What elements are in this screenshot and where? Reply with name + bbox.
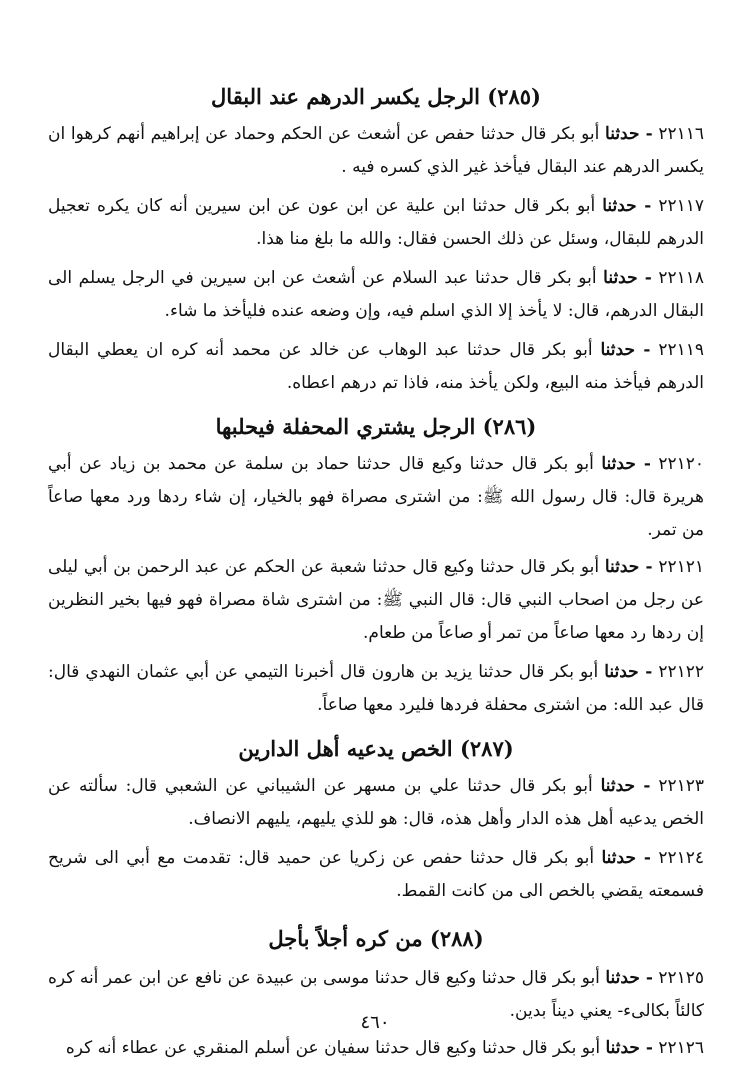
hadith-text: أبو بكر قال حدثنا يزيد بن هارون قال أخبرنا التيمي عن أبي عثمان النهدي قال: قال عبد الله: من اشترى محفلة فردها فليرد معها صاعاً.	[48, 662, 704, 715]
hadith-text: أبو بكر قال حدثنا عبد الوهاب عن خالد عن محمد أنه كره ان يعطي البقال الدرهم فيأخذ منه البيع، ولكن يأخذ منه، فاذا تم درهم اعطاه.	[48, 340, 704, 393]
hadith-text: أبو بكر قال حدثنا علي بن مسهر عن الشيباني عن الشعبي قال: سألته عن الخص يدعيه أهل هذه الدار وأهل هذه، قال: هو للذي يليهم، يليهم الانصاف.	[48, 776, 704, 829]
hadith-lead: حدثنا	[604, 662, 639, 682]
chapter-heading: (٢٨٧) الخص يدعيه أهل الدارين	[238, 736, 514, 761]
hadith-lead: حدثنا	[600, 340, 635, 360]
hadith-text: أبو بكر قال حدثنا حفص عن أشعث عن الحكم وحماد عن إبراهيم أنهم كرهوا ان يكسر الدرهم عند البقال فيأخذ غير الذي كسره فيه .	[48, 124, 704, 177]
hadith-entry: ٢٢١٢٠ - حدثنا أبو بكر قال حدثنا وكيع قال حدثنا حماد بن سلمة عن محمد بن زياد عن أبي هريرة قال: قال رسول الله ﷺ: من اشترى مصراة فهو بالخيار، إن شاء ردها ورد معها صاعاً من تمر.	[48, 454, 705, 540]
hadith-entry: ٢٢١١٧ - حدثنا أبو بكر قال حدثنا ابن علية عن ابن عون عن ابن سيرين أنه كان يكره تعجيل الدرهم للبقال، وسئل عن ذلك الحسن فقال: والله ما بلغ منا هذا.	[48, 196, 704, 249]
hadith-entry: ٢٢١١٩ - حدثنا أبو بكر قال حدثنا عبد الوهاب عن خالد عن محمد أنه كره ان يعطي البقال الدرهم فيأخذ منه البيع، ولكن يأخذ منه، فاذا تم درهم اعطاه.	[48, 340, 705, 393]
hadith-number: ٢٢١١٩	[658, 340, 705, 360]
hadith-text: أبو بكر قال حدثنا وكيع قال حدثنا موسى بن عبيدة عن نافع عن ابن عمر أنه كره كالئاً بكالىء- يعني ديناً بدين.	[48, 968, 704, 1021]
hadith-lead: حدثنا	[600, 776, 636, 796]
chapter-heading: (٢٨٦) الرجل يشتري المحفلة فيحلبها	[215, 414, 537, 439]
hadith-lead: حدثنا	[601, 848, 636, 868]
hadith-number: ٢٢١٢٠	[658, 454, 705, 474]
hadith-lead: حدثنا	[602, 196, 637, 216]
hadith-entry: ٢٢١١٦ - حدثنا أبو بكر قال حدثنا حفص عن أشعث عن الحكم وحماد عن إبراهيم أنهم كرهوا ان يكسر الدرهم عند البقال فيأخذ غير الذي كسره فيه .	[48, 124, 704, 177]
hadith-text: أبو بكر قال حدثنا وكيع قال حدثنا شعبة عن الحكم عن عبد الرحمن بن أبي ليلى عن رجل من اصحاب النبي قال: قال النبي ﷺ: من اشترى شاة مصراة فهو فيها بخير النظرين إن ردها رد معها صاعاً من تمر أو صاعاً من طعام.	[48, 557, 704, 643]
hadith-number: ٢٢١١٧	[658, 196, 704, 216]
hadith-entry: ٢٢١٢٥ - حدثنا أبو بكر قال حدثنا وكيع قال حدثنا موسى بن عبيدة عن نافع عن ابن عمر أنه كره كالئاً بكالىء- يعني ديناً بدين.	[48, 968, 705, 1021]
page-body	[48, 82, 704, 1065]
hadith-lead: حدثنا	[605, 968, 640, 988]
hadith-number: ٢٢١٢١	[658, 557, 704, 577]
hadith-number: ٢٢١١٦	[658, 124, 704, 144]
hadith-entry: ٢٢١٢٣ - حدثنا أبو بكر قال حدثنا علي بن مسهر عن الشيباني عن الشعبي قال: سألته عن الخص يدعيه أهل هذه الدار وأهل هذه، قال: هو للذي يليهم، يليهم الانصاف.	[48, 776, 705, 829]
hadith-number: ٢٢١٢٤	[658, 848, 705, 868]
chapter-heading: (٢٨٨) من كره أجلاً بأجل	[268, 926, 484, 951]
hadith-entry: ٢٢١٢١ - حدثنا أبو بكر قال حدثنا وكيع قال حدثنا شعبة عن الحكم عن عبد الرحمن بن أبي ليلى عن رجل من اصحاب النبي قال: قال النبي ﷺ: من اشترى شاة مصراة فهو فيها بخير النظرين إن ردها رد معها صاعاً من تمر أو صاعاً من طعام.	[48, 557, 704, 643]
hadith-lead: حدثنا	[603, 268, 638, 288]
hadith-lead: حدثنا	[605, 1038, 640, 1058]
hadith-number: ٢٢١٢٢	[658, 662, 704, 682]
hadith-lead: حدثنا	[605, 124, 640, 144]
hadith-number: ٢٢١٢٥	[658, 968, 705, 988]
hadith-number: ٢٢١٢٣	[658, 776, 705, 796]
hadith-entry: ٢٢١٢٦ - حدثنا أبو بكر قال حدثنا وكيع قال حدثنا سفيان عن أسلم المنقري عن عطاء أنه كره	[65, 1038, 704, 1058]
hadith-text: أبو بكر قال حدثنا ابن علية عن ابن عون عن ابن سيرين أنه كان يكره تعجيل الدرهم للبقال، وسئل عن ذلك الحسن فقال: والله ما بلغ منا هذا.	[48, 196, 704, 249]
hadith-text: أبو بكر قال حدثنا وكيع قال حدثنا سفيان عن أسلم المنقري عن عطاء أنه كره	[65, 1038, 601, 1058]
hadith-text: أبو بكر قال حدثنا حفص عن زكريا عن حميد قال: تقدمت مع أبي الى شريح فسمعته يقضي بالخص الى من كانت القمط.	[48, 848, 704, 901]
chapter-heading: (٢٨٥) الرجل يكسر الدرهم عند البقال	[211, 84, 541, 109]
page-number: ٤٦٠	[360, 1012, 390, 1033]
hadith-lead: حدثنا	[601, 454, 636, 474]
hadith-lead: حدثنا	[604, 557, 640, 577]
hadith-text: أبو بكر قال حدثنا وكيع قال حدثنا حماد بن سلمة عن محمد بن زياد عن أبي هريرة قال: قال رسول الله ﷺ: من اشترى مصراة فهو بالخيار، إن شاء ردها ورد معها صاعاً من تمر.	[48, 454, 704, 540]
hadith-entry: ٢٢١٢٢ - حدثنا أبو بكر قال حدثنا يزيد بن هارون قال أخبرنا التيمي عن أبي عثمان النهدي قال: قال عبد الله: من اشترى محفلة فردها فليرد معها صاعاً.	[48, 662, 704, 715]
hadith-entry: ٢٢١١٨ - حدثنا أبو بكر قال حدثنا عبد السلام عن أشعث عن ابن سيرين في الرجل يسلم الى البقال الدرهم، قال: لا يأخذ إلا الذي اسلم فيه، وإن وضعه عنده فليأخذ ما شاء.	[48, 268, 705, 321]
hadith-number: ٢٢١١٨	[658, 268, 705, 288]
hadith-number: ٢٢١٢٦	[658, 1038, 704, 1058]
hadith-text: أبو بكر قال حدثنا عبد السلام عن أشعث عن ابن سيرين في الرجل يسلم الى البقال الدرهم، قال: لا يأخذ إلا الذي اسلم فيه، وإن وضعه عنده فليأخذ ما شاء.	[48, 268, 704, 321]
hadith-entry: ٢٢١٢٤ - حدثنا أبو بكر قال حدثنا حفص عن زكريا عن حميد قال: تقدمت مع أبي الى شريح فسمعته يقضي بالخص الى من كانت القمط.	[48, 848, 705, 901]
